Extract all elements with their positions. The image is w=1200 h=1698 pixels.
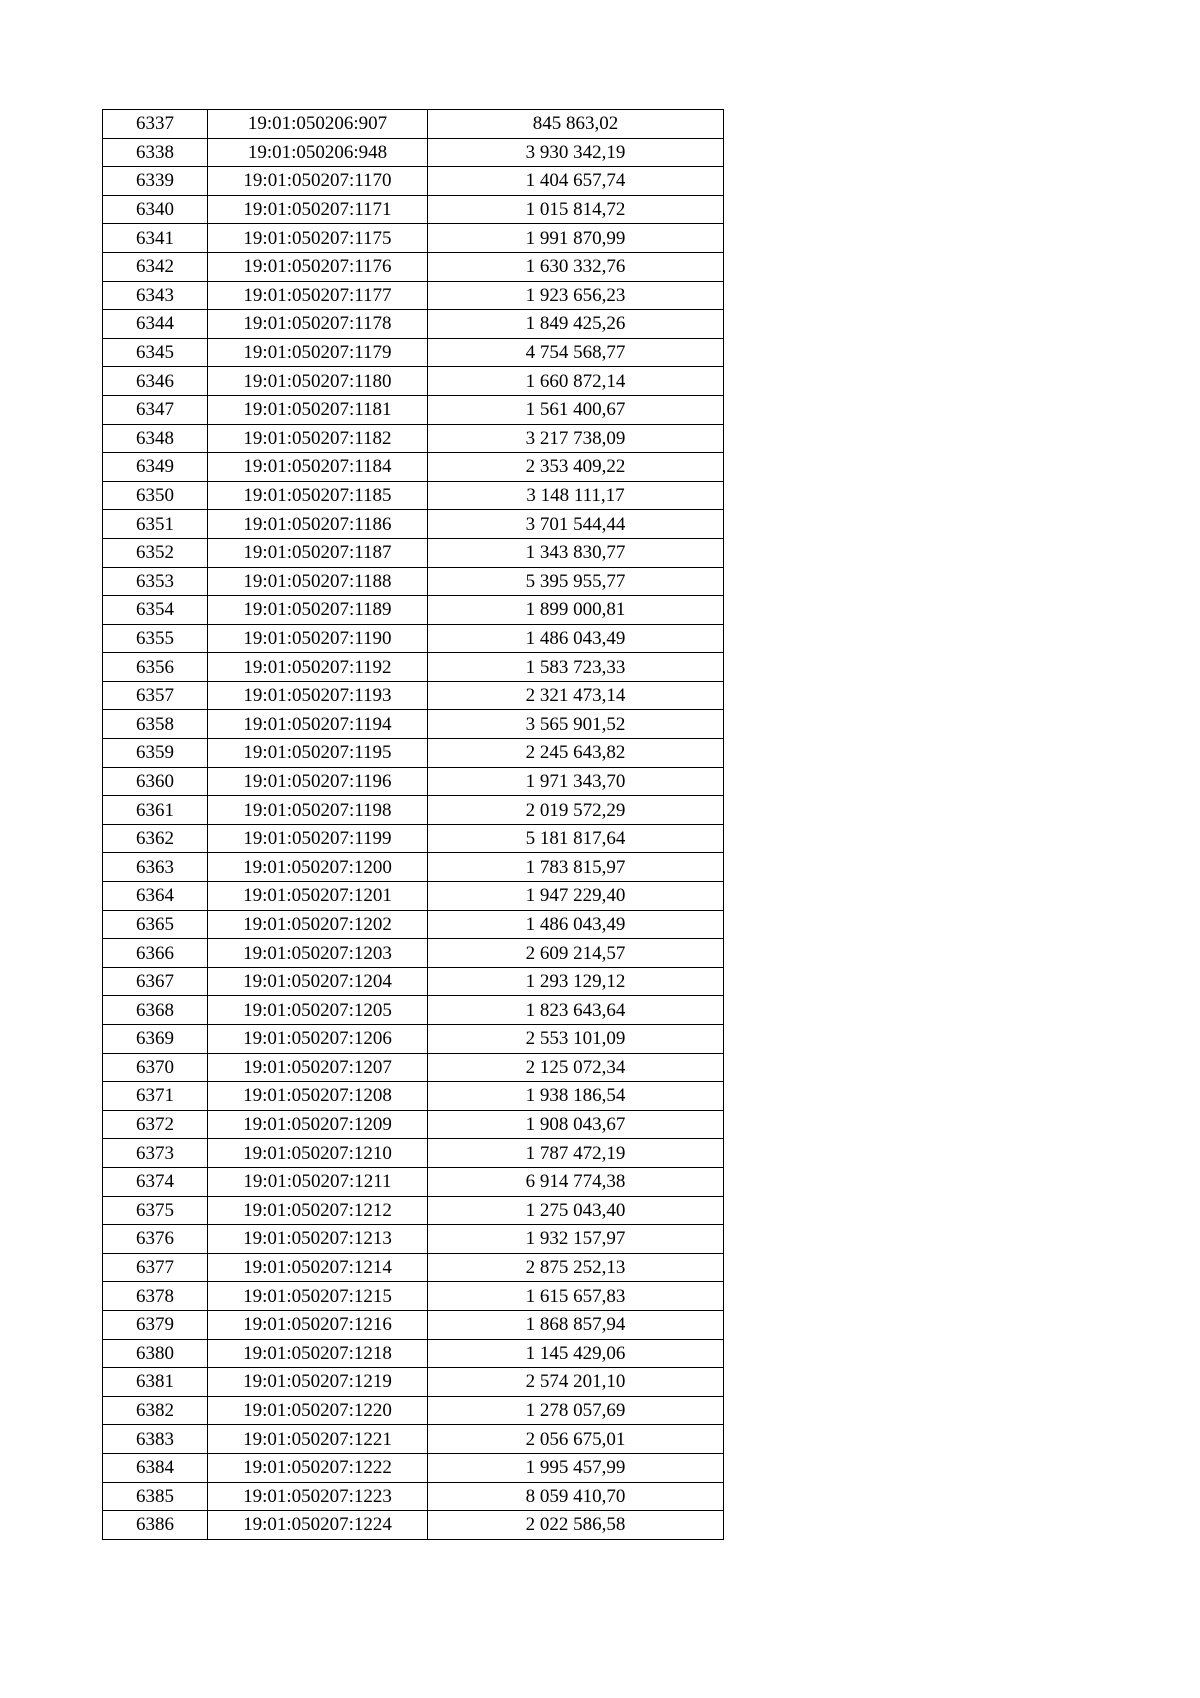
cadastral-value-cell: 1 932 157,97 [428,1225,724,1254]
cadastral-value-cell: 1 899 000,81 [428,596,724,625]
row-number-cell: 6362 [103,824,208,853]
table-row [103,310,724,339]
cadastral-value-cell: 1 343 830,77 [428,538,724,567]
table-row [103,1167,724,1196]
row-number-cell: 6379 [103,1310,208,1339]
row-number-cell: 6385 [103,1482,208,1511]
row-number-cell: 6339 [103,167,208,196]
table-row [103,1396,724,1425]
cadastral-value-cell: 1 660 872,14 [428,367,724,396]
row-number-cell: 6374 [103,1167,208,1196]
table-row [103,1110,724,1139]
table-row [103,624,724,653]
table-row [103,224,724,253]
cadastral-number-cell: 19:01:050207:1206 [208,1025,428,1054]
row-number-cell: 6369 [103,1025,208,1054]
row-number-cell: 6346 [103,367,208,396]
cadastral-value-cell: 1 486 043,49 [428,910,724,939]
cadastral-number-cell: 19:01:050207:1201 [208,882,428,911]
table-row [103,110,724,139]
cadastral-value-cell: 1 787 472,19 [428,1139,724,1168]
table-row [103,167,724,196]
cadastral-number-cell: 19:01:050207:1193 [208,681,428,710]
row-number-cell: 6345 [103,338,208,367]
table-row [103,1511,724,1540]
table-row [103,252,724,281]
cadastral-value-cell: 1 278 057,69 [428,1396,724,1425]
row-number-cell: 6358 [103,710,208,739]
table-row [103,281,724,310]
table-row [103,1196,724,1225]
cadastral-number-cell: 19:01:050207:1218 [208,1339,428,1368]
row-number-cell: 6340 [103,195,208,224]
cadastral-number-cell: 19:01:050207:1185 [208,481,428,510]
cadastral-number-cell: 19:01:050207:1205 [208,996,428,1025]
table-row [103,910,724,939]
cadastral-number-cell: 19:01:050207:1184 [208,453,428,482]
row-number-cell: 6377 [103,1253,208,1282]
cadastral-number-cell: 19:01:050207:1223 [208,1482,428,1511]
cadastral-value-cell: 8 059 410,70 [428,1482,724,1511]
cadastral-number-cell: 19:01:050207:1170 [208,167,428,196]
row-number-cell: 6365 [103,910,208,939]
table-row [103,1310,724,1339]
cadastral-value-cell: 1 630 332,76 [428,252,724,281]
cadastral-value-cell: 2 321 473,14 [428,681,724,710]
cadastral-number-cell: 19:01:050207:1210 [208,1139,428,1168]
cadastral-number-cell: 19:01:050207:1195 [208,739,428,768]
cadastral-value-cell: 2 609 214,57 [428,939,724,968]
row-number-cell: 6378 [103,1282,208,1311]
cadastral-number-cell: 19:01:050207:1202 [208,910,428,939]
table-row [103,1139,724,1168]
table-row [103,1053,724,1082]
row-number-cell: 6344 [103,310,208,339]
cadastral-number-cell: 19:01:050207:1188 [208,567,428,596]
row-number-cell: 6343 [103,281,208,310]
cadastral-value-cell: 2 553 101,09 [428,1025,724,1054]
table-row [103,1225,724,1254]
cadastral-value-cell: 3 930 342,19 [428,138,724,167]
cadastral-value-cell: 1 486 043,49 [428,624,724,653]
cadastral-value-cell: 2 353 409,22 [428,453,724,482]
cadastral-value-cell: 3 217 738,09 [428,424,724,453]
cadastral-value-cell: 2 875 252,13 [428,1253,724,1282]
table-row [103,1025,724,1054]
row-number-cell: 6352 [103,538,208,567]
row-number-cell: 6354 [103,596,208,625]
row-number-cell: 6382 [103,1396,208,1425]
row-number-cell: 6341 [103,224,208,253]
cadastral-value-cell: 1 015 814,72 [428,195,724,224]
row-number-cell: 6384 [103,1453,208,1482]
table-row [103,1339,724,1368]
cadastral-number-cell: 19:01:050207:1212 [208,1196,428,1225]
row-number-cell: 6383 [103,1425,208,1454]
table-row [103,710,724,739]
cadastral-value-cell: 5 395 955,77 [428,567,724,596]
cadastral-value-cell: 5 181 817,64 [428,824,724,853]
cadastral-value-cell: 2 574 201,10 [428,1368,724,1397]
cadastral-number-cell: 19:01:050207:1187 [208,538,428,567]
cadastral-value-cell: 1 583 723,33 [428,653,724,682]
row-number-cell: 6373 [103,1139,208,1168]
row-number-cell: 6351 [103,510,208,539]
cadastral-value-cell: 3 701 544,44 [428,510,724,539]
row-number-cell: 6357 [103,681,208,710]
table-row [103,739,724,768]
table-row [103,681,724,710]
cadastral-number-cell: 19:01:050207:1177 [208,281,428,310]
row-number-cell: 6349 [103,453,208,482]
cadastral-number-cell: 19:01:050207:1220 [208,1396,428,1425]
cadastral-value-cell: 3 148 111,17 [428,481,724,510]
table-row [103,338,724,367]
cadastral-value-cell: 1 561 400,67 [428,395,724,424]
cadastral-value-cell: 1 868 857,94 [428,1310,724,1339]
cadastral-number-cell: 19:01:050207:1189 [208,596,428,625]
cadastral-number-cell: 19:01:050207:1204 [208,967,428,996]
cadastral-number-cell: 19:01:050206:907 [208,110,428,139]
cadastral-number-cell: 19:01:050207:1171 [208,195,428,224]
table-body [103,110,724,1540]
cadastral-number-cell: 19:01:050207:1175 [208,224,428,253]
cadastral-number-cell: 19:01:050207:1182 [208,424,428,453]
row-number-cell: 6342 [103,252,208,281]
row-number-cell: 6337 [103,110,208,139]
cadastral-number-cell: 19:01:050207:1207 [208,1053,428,1082]
row-number-cell: 6381 [103,1368,208,1397]
cadastral-number-cell: 19:01:050207:1186 [208,510,428,539]
cadastral-number-cell: 19:01:050207:1215 [208,1282,428,1311]
cadastral-value-table [102,109,724,1540]
table-row [103,967,724,996]
table-row [103,1482,724,1511]
table-row [103,138,724,167]
row-number-cell: 6353 [103,567,208,596]
cadastral-number-cell: 19:01:050207:1222 [208,1453,428,1482]
cadastral-number-cell: 19:01:050207:1190 [208,624,428,653]
table-row [103,767,724,796]
table-row [103,481,724,510]
cadastral-number-cell: 19:01:050207:1196 [208,767,428,796]
table-row [103,1368,724,1397]
cadastral-value-cell: 1 849 425,26 [428,310,724,339]
cadastral-value-cell: 845 863,02 [428,110,724,139]
row-number-cell: 6368 [103,996,208,1025]
table-row [103,195,724,224]
cadastral-value-cell: 1 275 043,40 [428,1196,724,1225]
cadastral-value-cell: 2 245 643,82 [428,739,724,768]
row-number-cell: 6348 [103,424,208,453]
row-number-cell: 6356 [103,653,208,682]
cadastral-number-cell: 19:01:050207:1198 [208,796,428,825]
cadastral-value-cell: 1 404 657,74 [428,167,724,196]
cadastral-number-cell: 19:01:050207:1213 [208,1225,428,1254]
cadastral-value-cell: 1 908 043,67 [428,1110,724,1139]
table-row [103,824,724,853]
cadastral-value-cell: 4 754 568,77 [428,338,724,367]
cadastral-value-cell: 1 145 429,06 [428,1339,724,1368]
row-number-cell: 6364 [103,882,208,911]
table-row [103,1282,724,1311]
table-row [103,453,724,482]
table-row [103,882,724,911]
row-number-cell: 6338 [103,138,208,167]
table-row [103,596,724,625]
table-row [103,567,724,596]
table-row [103,1453,724,1482]
row-number-cell: 6359 [103,739,208,768]
cadastral-value-cell: 1 991 870,99 [428,224,724,253]
table-row [103,424,724,453]
row-number-cell: 6380 [103,1339,208,1368]
table-row [103,1425,724,1454]
cadastral-value-cell: 3 565 901,52 [428,710,724,739]
cadastral-value-cell: 1 615 657,83 [428,1282,724,1311]
row-number-cell: 6371 [103,1082,208,1111]
row-number-cell: 6367 [103,967,208,996]
cadastral-number-cell: 19:01:050207:1181 [208,395,428,424]
row-number-cell: 6375 [103,1196,208,1225]
cadastral-number-cell: 19:01:050207:1194 [208,710,428,739]
cadastral-number-cell: 19:01:050207:1192 [208,653,428,682]
row-number-cell: 6370 [103,1053,208,1082]
table-row [103,939,724,968]
cadastral-value-cell: 2 019 572,29 [428,796,724,825]
table-row [103,1253,724,1282]
table-row [103,1082,724,1111]
row-number-cell: 6386 [103,1511,208,1540]
cadastral-number-cell: 19:01:050207:1208 [208,1082,428,1111]
table-row [103,395,724,424]
row-number-cell: 6376 [103,1225,208,1254]
cadastral-value-cell: 1 938 186,54 [428,1082,724,1111]
row-number-cell: 6361 [103,796,208,825]
row-number-cell: 6350 [103,481,208,510]
cadastral-number-cell: 19:01:050207:1203 [208,939,428,968]
cadastral-value-cell: 1 923 656,23 [428,281,724,310]
cadastral-number-cell: 19:01:050207:1214 [208,1253,428,1282]
cadastral-value-cell: 1 293 129,12 [428,967,724,996]
cadastral-value-cell: 1 823 643,64 [428,996,724,1025]
cadastral-value-cell: 2 125 072,34 [428,1053,724,1082]
cadastral-number-cell: 19:01:050207:1199 [208,824,428,853]
cadastral-value-cell: 1 947 229,40 [428,882,724,911]
table-row [103,653,724,682]
cadastral-value-cell: 1 783 815,97 [428,853,724,882]
cadastral-number-cell: 19:01:050207:1211 [208,1167,428,1196]
cadastral-value-cell: 1 995 457,99 [428,1453,724,1482]
table-row [103,853,724,882]
table-row [103,538,724,567]
cadastral-number-cell: 19:01:050207:1221 [208,1425,428,1454]
cadastral-number-cell: 19:01:050207:1176 [208,252,428,281]
row-number-cell: 6366 [103,939,208,968]
cadastral-number-cell: 19:01:050206:948 [208,138,428,167]
table-row [103,796,724,825]
table-row [103,996,724,1025]
row-number-cell: 6363 [103,853,208,882]
cadastral-number-cell: 19:01:050207:1178 [208,310,428,339]
table-row [103,510,724,539]
row-number-cell: 6360 [103,767,208,796]
cadastral-number-cell: 19:01:050207:1209 [208,1110,428,1139]
cadastral-number-cell: 19:01:050207:1180 [208,367,428,396]
cadastral-value-cell: 2 022 586,58 [428,1511,724,1540]
cadastral-number-cell: 19:01:050207:1216 [208,1310,428,1339]
row-number-cell: 6372 [103,1110,208,1139]
table-row [103,367,724,396]
cadastral-number-cell: 19:01:050207:1219 [208,1368,428,1397]
row-number-cell: 6347 [103,395,208,424]
cadastral-number-cell: 19:01:050207:1200 [208,853,428,882]
cadastral-value-cell: 1 971 343,70 [428,767,724,796]
cadastral-number-cell: 19:01:050207:1179 [208,338,428,367]
cadastral-number-cell: 19:01:050207:1224 [208,1511,428,1540]
row-number-cell: 6355 [103,624,208,653]
cadastral-value-cell: 2 056 675,01 [428,1425,724,1454]
cadastral-value-cell: 6 914 774,38 [428,1167,724,1196]
